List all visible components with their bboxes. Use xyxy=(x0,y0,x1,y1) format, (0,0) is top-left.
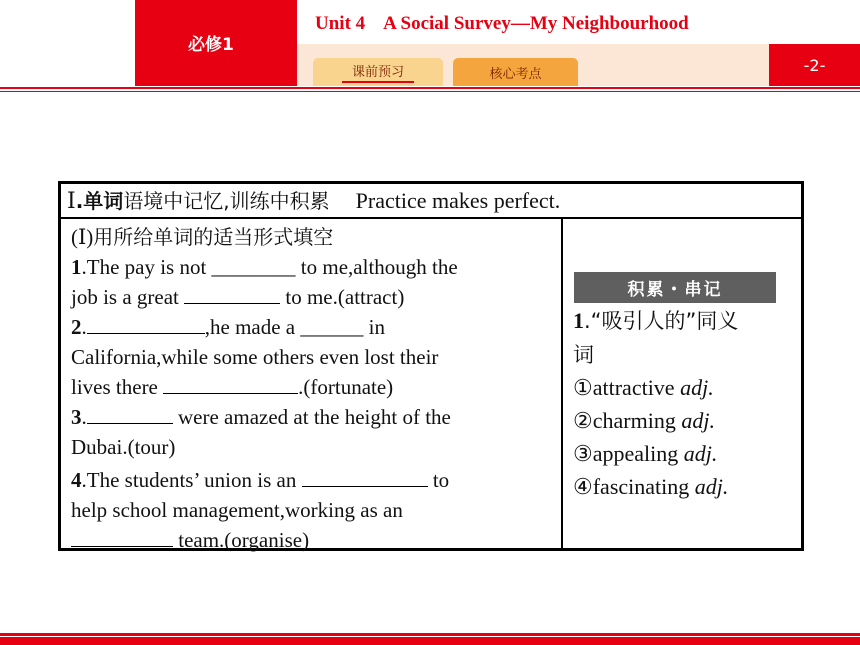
synonym-pos: adj. xyxy=(694,474,729,499)
exercise-instruction xyxy=(71,222,557,252)
item-3-text-1b: were amazed at the height of the xyxy=(172,405,451,429)
item-1-line-2 xyxy=(71,282,557,312)
item-2-line-2: California,while some others even lost their xyxy=(71,345,439,369)
item-2-text-3a: lives there xyxy=(71,375,164,399)
item-1-number: 1 xyxy=(71,255,82,279)
notes-column xyxy=(573,222,793,503)
synonym-word: attractive xyxy=(592,375,675,400)
synonym-item xyxy=(573,404,793,437)
item-4-text-3b: team.(organise) xyxy=(173,528,310,552)
synonym-pos: adj. xyxy=(681,408,715,433)
notes-heading-number: 1 xyxy=(573,308,584,333)
item-1-answer-blank[interactable] xyxy=(184,283,280,304)
section-title-bold: .单词 xyxy=(75,189,124,213)
synonym-item xyxy=(573,470,793,503)
item-2-line-1 xyxy=(71,312,557,342)
tab-preview[interactable] xyxy=(313,58,443,86)
column-divider xyxy=(561,219,563,551)
item-3-text-1a: . xyxy=(81,405,87,429)
item-4-answer-blank-1[interactable] xyxy=(302,466,428,487)
item-2-text-1a: . xyxy=(81,315,87,339)
item-2-text-1b: ,he made a ______ in xyxy=(204,315,385,339)
instruction-text: 用所给单词的适当形式填空 xyxy=(93,225,334,249)
notes-heading xyxy=(573,305,793,337)
unit-title: Unit 4 A Social Survey—My Neighbourhood xyxy=(315,13,689,34)
item-1-text-2b: to me.(attract) xyxy=(280,285,405,309)
footer-bar xyxy=(0,637,860,645)
section-motto: Practice makes perfect. xyxy=(355,188,561,213)
item-4-answer-blank-2[interactable] xyxy=(71,526,173,547)
page-number: -2- xyxy=(803,55,826,75)
item-4-text-1b: to xyxy=(427,468,450,492)
item-3-answer-blank[interactable] xyxy=(87,403,173,424)
item-2-answer-blank-1[interactable] xyxy=(87,313,205,334)
header-divider xyxy=(0,87,860,89)
synonym-marker: ① xyxy=(573,375,593,400)
header-left-space xyxy=(0,0,135,86)
item-3-line-1 xyxy=(71,402,557,432)
synonym-item xyxy=(573,437,793,470)
section-heading xyxy=(61,184,801,219)
synonym-marker: ④ xyxy=(573,474,593,499)
notes-heading-text-2: 词 xyxy=(573,343,594,367)
item-2-answer-blank-2[interactable] xyxy=(163,373,298,394)
synonym-word: charming xyxy=(592,408,676,433)
item-2-number: 2 xyxy=(71,315,82,339)
tab-core-points[interactable] xyxy=(453,58,578,86)
notes-heading-cont xyxy=(573,339,793,371)
section-title: 语境中记忆,训练中积累 xyxy=(123,189,330,213)
item-4-line-2: help school management,working as an xyxy=(71,498,403,522)
synonym-word: appealing xyxy=(592,441,679,466)
tab-preview-label: 课前预习 xyxy=(342,61,414,83)
item-4-text-1a: .The students’ union is an xyxy=(81,468,302,492)
notes-badge: 积累・串记 xyxy=(574,272,776,303)
vocabulary-table xyxy=(58,181,804,551)
item-3-number: 3 xyxy=(71,405,82,429)
course-label: 必修1 xyxy=(188,35,234,55)
synonym-pos: adj. xyxy=(683,441,718,466)
header-divider-thin xyxy=(0,91,860,92)
item-4-number: 4 xyxy=(71,468,82,492)
synonym-marker: ② xyxy=(573,408,593,433)
item-4-line-1 xyxy=(71,465,557,495)
tab-core-points-label: 核心考点 xyxy=(489,66,542,82)
section-numeral: Ⅰ xyxy=(67,188,76,213)
item-1-text-2a: job is a great xyxy=(71,285,185,309)
footer-divider xyxy=(0,633,860,636)
synonym-word: fascinating xyxy=(592,474,690,499)
item-2-text-3b: .(fortunate) xyxy=(298,375,394,399)
item-1-line-1 xyxy=(71,252,557,282)
instruction-prefix: (Ⅰ) xyxy=(71,225,94,249)
item-1-text-1: .The pay is not ________ to me,although the xyxy=(81,255,458,279)
notes-heading-text: .“吸引人的”同义 xyxy=(584,309,739,333)
synonym-pos: adj. xyxy=(680,375,714,400)
item-2-line-3 xyxy=(71,372,557,402)
synonym-marker: ③ xyxy=(573,441,593,466)
item-3-line-2: Dubai.(tour) xyxy=(71,435,176,459)
synonym-item xyxy=(573,371,793,404)
exercise-column xyxy=(71,222,557,555)
item-4-line-3 xyxy=(71,525,557,555)
